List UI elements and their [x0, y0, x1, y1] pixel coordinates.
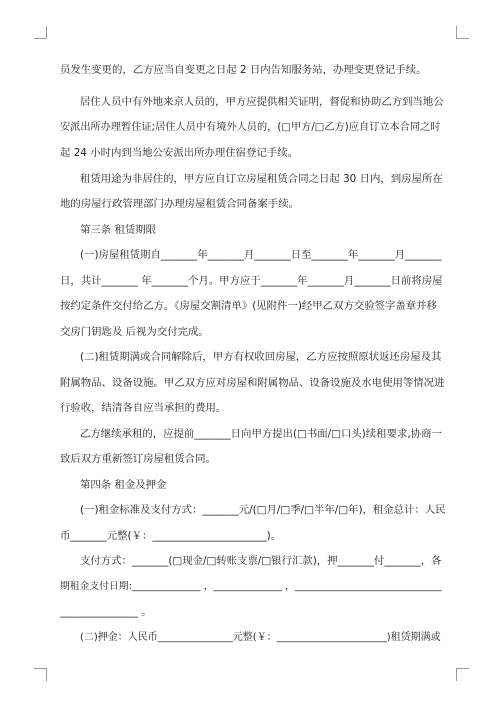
text-line: (二)押金：人民币_______________元整(￥：______________________)租赁期满或 — [80, 632, 441, 643]
crop-mark-top-right — [456, 26, 469, 39]
text-line: 致后双方重新签订房屋租赁合同。 — [60, 453, 216, 465]
section-heading: 第三条 租赁期限 — [80, 224, 157, 236]
text-line: 附属物品、设备设施。甲乙双方应对房屋和附属物品、设备设施及水电使用等情况进 — [60, 377, 445, 389]
text-line: 地的房屋行政管理部门办理房屋租赁合同备案手续。 — [60, 198, 299, 210]
text-line: 支付方式：_______(□现金/□转账支票/□银行汇款)，押_______付_______，各 — [80, 555, 442, 567]
crop-mark-top-left — [34, 26, 47, 39]
text-line: 员发生变更的，乙方应当自变更之日起 2 日内告知服务站，办理变更登记手续。 — [60, 64, 427, 76]
text-line: 安派出所办理暂住证;居住人员中有境外人员的，(□甲方/□乙方)应自订立本合同之时 — [60, 122, 441, 133]
text-line: 行验收，结清各自应当承担的费用。 — [60, 402, 227, 414]
text-line: 日，共计_______ 年_______个月。甲方应于_______年_______月_______日前将房屋 — [60, 275, 443, 287]
text-line: (一)房屋租赁期自_______年_______月_______日至_______年_______月_______ — [80, 249, 442, 261]
text-line: _______________ 。 — [60, 606, 152, 618]
text-line: (二)租赁期满或合同解除后，甲方有权收回房屋，乙方应按照原状返还房屋及其 — [80, 351, 442, 363]
crop-mark-bottom-left — [34, 668, 47, 681]
section-heading: 第四条 租金及押金 — [80, 479, 167, 491]
text-line: 租赁用途为非居住的，甲方应自订立房屋租赁合同之日起 30 日内，到房屋所在 — [80, 173, 443, 185]
text-line: 按约定条件交付给乙方。《房屋交割清单》(见附件一)经甲乙双方交验签字盖章并移 — [60, 300, 437, 312]
text-line: 期租金支付日期:______________ ，______________ ，______________________________ — [60, 581, 442, 592]
text-line: 交房门钥匙及 后视为交付完成。 — [60, 326, 209, 338]
text-line: (一)租金标准及支付方式：_______元/(□月/□季/□半年/□年)，租金总计：人民 — [80, 504, 446, 516]
text-line: 币_______元整(￥：______________________)。 — [60, 530, 282, 542]
crop-mark-bottom-right — [456, 668, 469, 681]
text-line: 起 24 小时内到当地公安派出所办理住宿登记手续。 — [60, 147, 299, 159]
text-line: 乙方继续承租的，应提前_______日向甲方提出(□书面/□口头)续租要求,协商一 — [80, 428, 442, 440]
text-line: 居住人员中有外地来京人员的，甲方应提供相关证明，督促和协助乙方到当地公 — [80, 96, 444, 108]
